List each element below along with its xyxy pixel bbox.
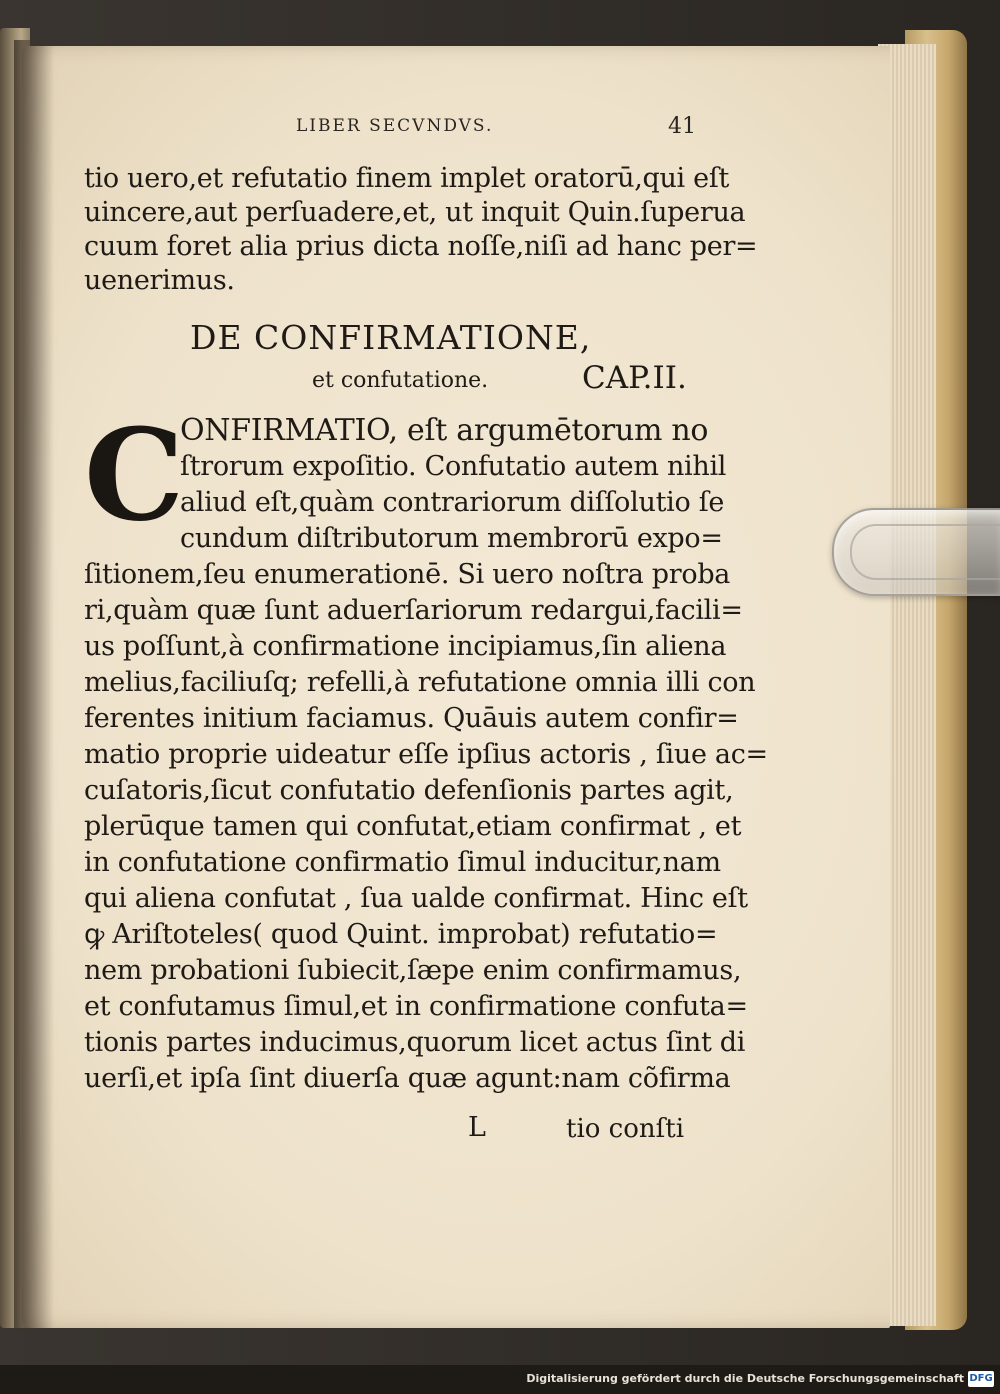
text-line: aliud eſt,quàm contrariorum diſſolutio ſe xyxy=(180,487,725,518)
chapter-number: CAP.II. xyxy=(582,360,687,396)
funding-credit: Digitalisierung gefördert durch die Deutsche Forschungsgemeinschaft xyxy=(526,1372,964,1385)
footer-bar xyxy=(0,1365,1000,1394)
text-line: plerūque tamen qui confutat,etiam confirmat , et xyxy=(84,811,742,842)
text-line: qui aliena confutat , ſua ualde confirmat. Hinc eſt xyxy=(84,883,748,914)
text-line: ri,quàm quæ ſunt aduerſariorum redargui,facili= xyxy=(84,595,743,626)
text-line: cuum foret alia prius dicta noſſe,niſi ad hanc per= xyxy=(84,231,758,262)
dfg-logo-icon: DFG xyxy=(968,1371,994,1387)
text-line: et confutamus ſimul,et in confirmatione confuta= xyxy=(84,991,748,1022)
text-line: uenerimus. xyxy=(84,265,235,296)
running-title: LIBER SECVNDVS. xyxy=(296,116,494,136)
text-line: matio proprie uideatur eſſe ipſius actoris , ſiue ac= xyxy=(84,739,768,770)
text-line: ferentes initium faciamus. Quāuis autem confir= xyxy=(84,703,739,734)
catchword: tio conſti xyxy=(566,1114,685,1144)
page-clip-inner xyxy=(850,524,1000,580)
text-line: ꝙ Ariſtoteles( quod Quint. improbat) refutatio= xyxy=(84,919,718,950)
text-line: uincere,aut perſuadere,et, ut inquit Quin.ſuperua xyxy=(84,197,746,228)
text-line: melius,faciliuſq; refelli,à refutatione omnia illi con xyxy=(84,667,756,698)
signature-mark: L xyxy=(468,1112,486,1143)
page-number: 41 xyxy=(668,114,696,139)
text-line: tionis partes inducimus,quorum licet actus ſint di xyxy=(84,1027,746,1058)
text-line: in confutatione confirmatio ſimul inducitur,nam xyxy=(84,847,721,878)
text-line: cuſatoris,ſicut confutatio defenſionis partes agit, xyxy=(84,775,734,806)
text-line: nem probationi ſubiecit,ſæpe enim confirmamus, xyxy=(84,955,742,986)
text-line: uerſi,et ipſa ſint diuerſa quæ agunt:nam cõfirma xyxy=(84,1063,731,1094)
text-line: tio uero,et refutatio finem implet oratorū,qui eſt xyxy=(84,163,730,194)
page-clip xyxy=(832,508,1000,596)
drop-capital: C xyxy=(84,401,185,549)
chapter-subheading: et confutatione. xyxy=(312,368,489,393)
text-line: ONFIRMATIO, eſt argumētorum no xyxy=(180,413,709,448)
chapter-heading: DE CONFIRMATIONE, xyxy=(190,318,592,357)
text-line: cundum diſtributorum membrorū expo= xyxy=(180,523,723,554)
text-line: us poſſunt,à confirmatione incipiamus,ſin aliena xyxy=(84,631,727,662)
text-line: ſitionem,ſeu enumerationē. Si uero noſtra proba xyxy=(84,559,731,590)
text-line: ſtrorum expoſitio. Confutatio autem nihil xyxy=(180,451,727,482)
